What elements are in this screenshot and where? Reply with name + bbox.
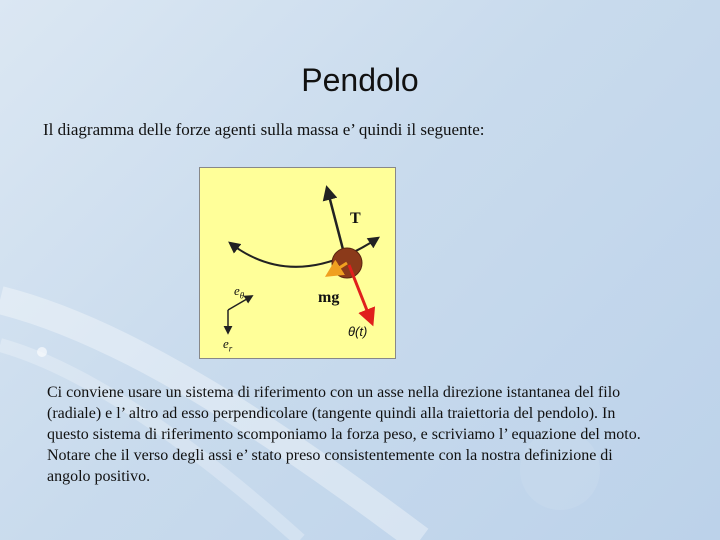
e-r-sub: r [228,343,233,354]
e-theta-sub: θ [239,290,245,301]
weight-arrow [349,265,372,323]
intro-text: Il diagramma delle forze agenti sulla massa e’ quindi il seguente: [43,120,485,139]
force-diagram-panel [199,167,396,359]
slide-title: Pendolo [301,62,419,98]
e-theta-label [234,283,244,301]
weight-label [318,289,339,307]
e-r-label [223,336,232,354]
weight-label-text: mg [318,289,340,306]
tension-label: T [350,210,361,227]
e-theta-base: e [234,283,240,298]
explanation-text: Ci conviene usare un sistema di riferimento con un asse nella direzione istantanea del filo (radiale) e l’ altro ad esso perpendicolare (tangente quindi alla traiettoria del pendolo). In questo sistema di riferimento scomponiamo la forza peso, e scriviamo l’ equazione del moto. Notare che il verso degli assi e’ stato preso consistentemente con la nostra definizione di angolo positivo. [47,384,641,485]
angle-label: θ(t) [348,324,368,339]
e-r-base: e [223,336,229,351]
